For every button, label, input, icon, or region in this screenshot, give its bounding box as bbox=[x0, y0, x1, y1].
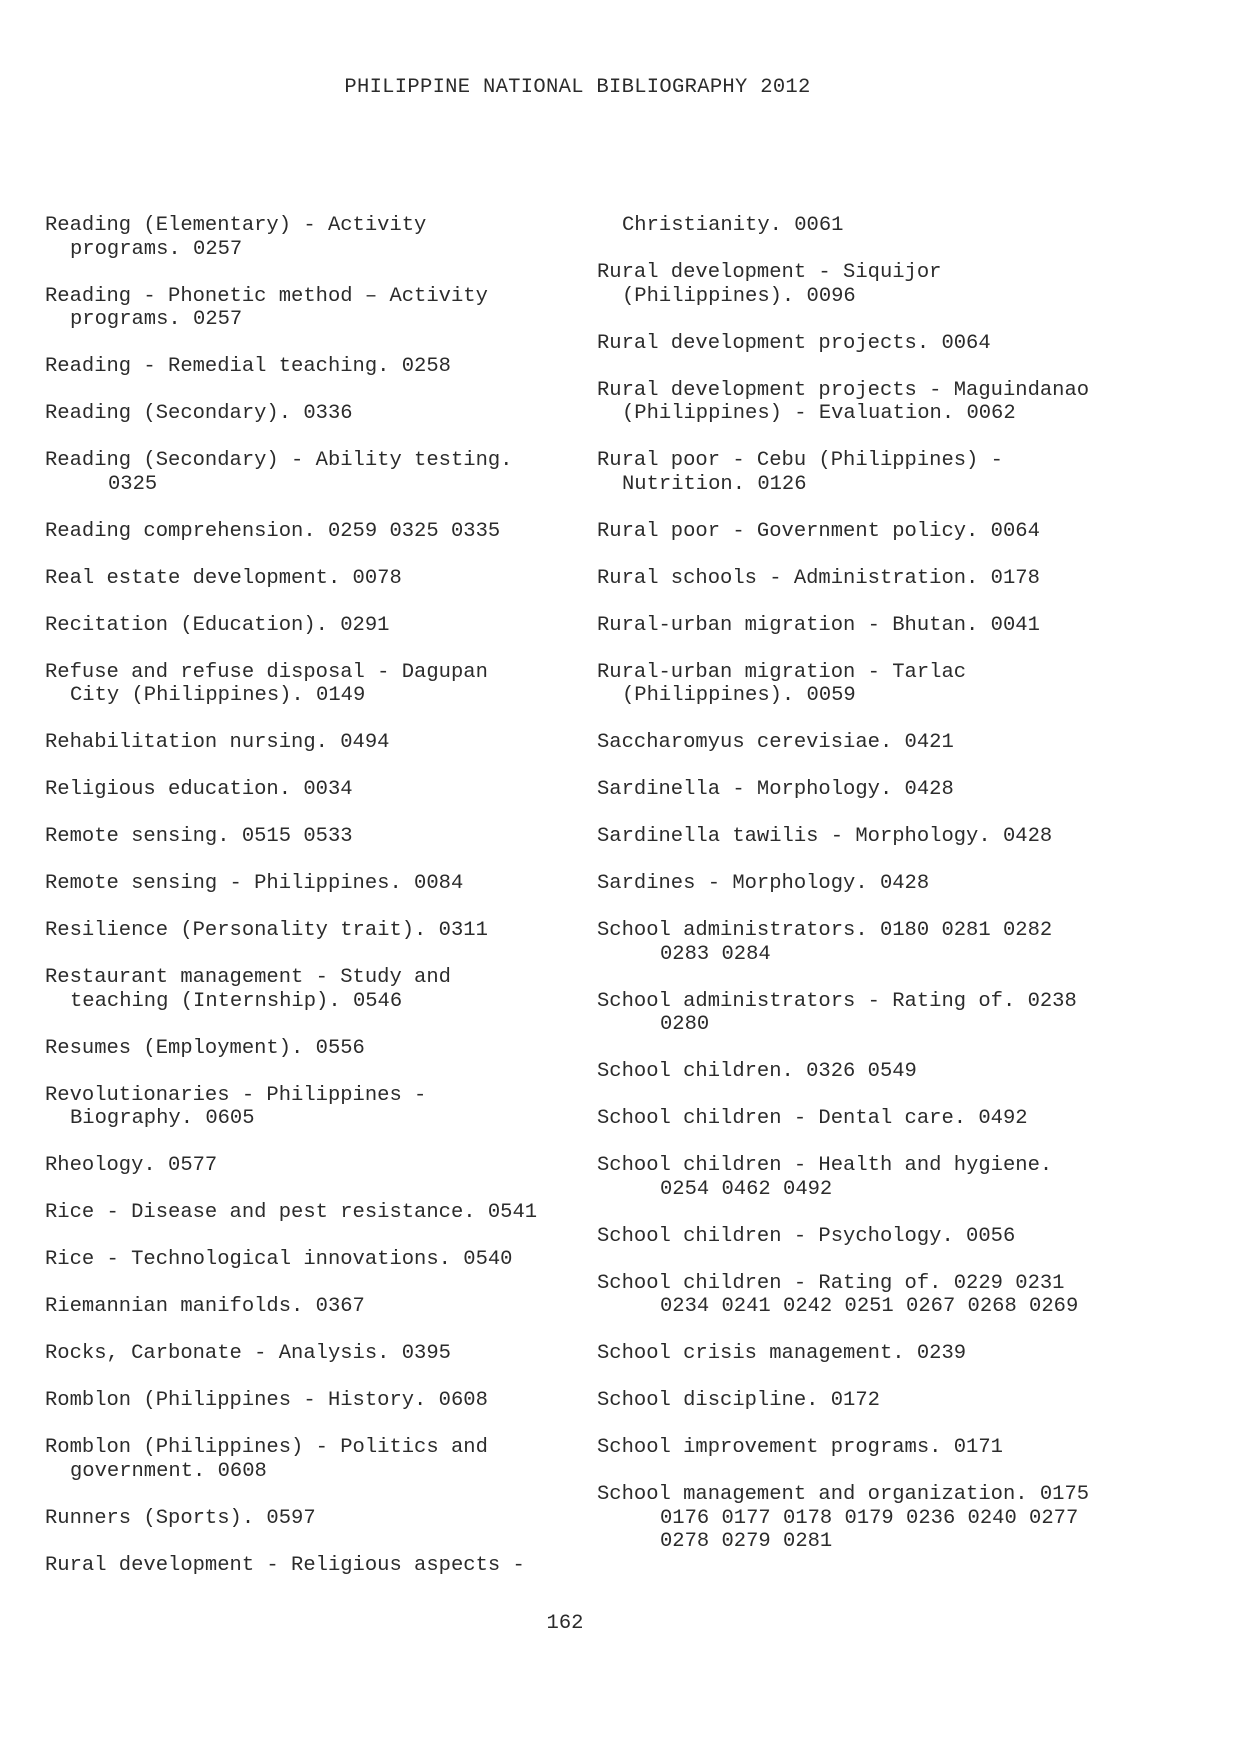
index-entry-line: School children - Psychology. 0056 bbox=[597, 1224, 1016, 1248]
index-entry bbox=[597, 379, 1177, 426]
index-entry-line: Rural development projects - Maguindanao bbox=[597, 378, 1090, 402]
index-entry-line: Rural development - Religious aspects - bbox=[45, 1553, 525, 1577]
index-entry-line: 0325 bbox=[108, 472, 158, 496]
index-entry-line: Recitation (Education). 0291 bbox=[45, 613, 390, 637]
index-entry bbox=[45, 825, 585, 849]
index-entry-line: Remote sensing - Philippines. 0084 bbox=[45, 872, 464, 895]
index-entry-line: School children. 0326 0549 bbox=[597, 1060, 917, 1083]
index-entry bbox=[45, 1084, 585, 1131]
index-column-right bbox=[597, 214, 1177, 1577]
index-entry-line: Rheology. 0577 bbox=[45, 1154, 218, 1177]
index-entry bbox=[597, 214, 1177, 238]
index-entry bbox=[597, 614, 1177, 638]
index-entry bbox=[45, 661, 585, 708]
index-entry bbox=[597, 332, 1177, 356]
index-entry bbox=[45, 1507, 585, 1531]
index-entry-line: (Philippines) - Evaluation. 0062 bbox=[622, 402, 1016, 425]
index-entry bbox=[45, 567, 585, 591]
index-entry-line: School discipline. 0172 bbox=[597, 1389, 880, 1412]
index-entry bbox=[45, 614, 585, 638]
index-entry bbox=[45, 1554, 585, 1578]
index-entry-line: City (Philippines). 0149 bbox=[70, 684, 366, 707]
index-entry-line: Nutrition. 0126 bbox=[622, 472, 807, 496]
index-entry-line: Rural poor - Government policy. 0064 bbox=[597, 519, 1040, 543]
index-entry bbox=[597, 731, 1177, 755]
index-entry-line: School administrators - Rating of. 0238 bbox=[597, 989, 1077, 1013]
index-entry-line: Rural poor - Cebu (Philippines) - bbox=[597, 449, 1003, 472]
index-entry bbox=[597, 919, 1177, 966]
index-entry-line: School children - Rating of. 0229 0231 bbox=[597, 1271, 1065, 1295]
index-entry-line: Reading (Elementary) - Activity bbox=[45, 214, 427, 237]
index-entry-line: Rural-urban migration - Tarlac bbox=[597, 660, 967, 684]
index-entry-line: 0283 0284 bbox=[660, 942, 771, 966]
index-entry bbox=[45, 1389, 585, 1413]
index-entry-line: Rural development projects. 0064 bbox=[597, 331, 991, 355]
index-entry bbox=[597, 261, 1177, 308]
index-entry-line: Saccharomyus cerevisiae. 0421 bbox=[597, 731, 954, 754]
index-entry-line: 0234 0241 0242 0251 0267 0268 0269 bbox=[660, 1295, 1079, 1318]
index-entry bbox=[597, 778, 1177, 802]
index-entry-line: Reading - Phonetic method – Activity bbox=[45, 284, 488, 308]
index-entry-line: Religious education. 0034 bbox=[45, 778, 353, 801]
index-entry bbox=[597, 990, 1177, 1037]
index-entry bbox=[45, 1295, 585, 1319]
index-entry-line: Sardinella - Morphology. 0428 bbox=[597, 778, 954, 801]
index-entry-line: School children - Dental care. 0492 bbox=[597, 1107, 1028, 1130]
index-entry bbox=[45, 214, 585, 261]
index-entry-line: School improvement programs. 0171 bbox=[597, 1436, 1003, 1459]
index-entry-line: Resilience (Personality trait). 0311 bbox=[45, 919, 488, 942]
index-entry bbox=[45, 778, 585, 802]
index-entry bbox=[45, 1436, 585, 1483]
page-title: PHILIPPINE NATIONAL BIBLIOGRAPHY 2012 bbox=[344, 76, 811, 99]
index-entry-line: Sardinella tawilis - Morphology. 0428 bbox=[597, 825, 1053, 848]
index-entry-line: School management and organization. 0175 bbox=[597, 1483, 1090, 1506]
index-entry-line: Rural development - Siquijor bbox=[597, 261, 942, 284]
index-entry-line: Reading (Secondary) - Ability testing. bbox=[45, 449, 513, 472]
index-entry bbox=[597, 1342, 1177, 1366]
index-entry-line: 0278 0279 0281 bbox=[660, 1530, 833, 1553]
index-entry bbox=[597, 1436, 1177, 1460]
index-entry-line: Reading comprehension. 0259 0325 0335 bbox=[45, 519, 501, 543]
index-entry bbox=[45, 402, 585, 426]
index-entry-line: Runners (Sports). 0597 bbox=[45, 1506, 316, 1530]
index-entry-line: Riemannian manifolds. 0367 bbox=[45, 1295, 365, 1318]
index-entry bbox=[45, 1037, 585, 1061]
index-entry bbox=[597, 449, 1177, 496]
index-entry bbox=[597, 872, 1177, 896]
index-entry-line: Reading (Secondary). 0336 bbox=[45, 402, 353, 425]
index-entry-line: (Philippines). 0096 bbox=[622, 284, 856, 308]
index-entry-line: Real estate development. 0078 bbox=[45, 566, 402, 590]
index-entry-line: Resumes (Employment). 0556 bbox=[45, 1036, 365, 1060]
index-entry bbox=[597, 661, 1177, 708]
index-entry bbox=[45, 1154, 585, 1178]
index-entry bbox=[597, 1107, 1177, 1131]
index-entry bbox=[597, 567, 1177, 591]
index-entry bbox=[597, 1272, 1177, 1319]
index-entry bbox=[45, 1201, 585, 1225]
index-entry-line: Sardines - Morphology. 0428 bbox=[597, 872, 930, 895]
index-entry-line: Romblon (Philippines - History. 0608 bbox=[45, 1389, 488, 1412]
index-entry bbox=[45, 449, 585, 496]
index-entry-line: Rice - Technological innovations. 0540 bbox=[45, 1248, 513, 1271]
index-entry bbox=[597, 1483, 1177, 1554]
index-column-left bbox=[45, 214, 585, 1601]
index-entry bbox=[45, 731, 585, 755]
index-entry bbox=[597, 520, 1177, 544]
index-entry-line: Rocks, Carbonate - Analysis. 0395 bbox=[45, 1342, 451, 1365]
index-entry-line: Romblon (Philippines) - Politics and bbox=[45, 1436, 488, 1459]
index-entry-line: School children - Health and hygiene. bbox=[597, 1154, 1053, 1177]
index-entry bbox=[45, 285, 585, 332]
index-entry bbox=[45, 1342, 585, 1366]
index-entry-line: Restaurant management - Study and bbox=[45, 966, 451, 989]
index-entry bbox=[597, 825, 1177, 849]
index-entry-line: Christianity. 0061 bbox=[622, 214, 844, 237]
index-entry-line: 0280 bbox=[660, 1013, 710, 1036]
index-entry bbox=[45, 919, 585, 943]
index-entry-line: School crisis management. 0239 bbox=[597, 1342, 967, 1365]
index-entry-line: Rehabilitation nursing. 0494 bbox=[45, 731, 390, 754]
index-entry bbox=[45, 355, 585, 379]
page-number: 162 bbox=[546, 1612, 584, 1635]
index-entry bbox=[597, 1154, 1177, 1201]
index-entry-line: Refuse and refuse disposal - Dagupan bbox=[45, 660, 488, 684]
index-entry-line: (Philippines). 0059 bbox=[622, 684, 856, 707]
index-entry bbox=[45, 966, 585, 1013]
index-entry-line: Revolutionaries - Philippines - bbox=[45, 1083, 427, 1107]
index-entry-line: 0176 0177 0178 0179 0236 0240 0277 bbox=[660, 1506, 1079, 1530]
index-entry-line: Rice - Disease and pest resistance. 0541 bbox=[45, 1201, 538, 1224]
index-entry-line: Remote sensing. 0515 0533 bbox=[45, 825, 353, 848]
index-entry-line: School administrators. 0180 0281 0282 bbox=[597, 919, 1053, 942]
index-entry bbox=[45, 520, 585, 544]
index-entry bbox=[597, 1389, 1177, 1413]
index-entry-line: 0254 0462 0492 bbox=[660, 1177, 833, 1201]
index-entry-line: government. 0608 bbox=[70, 1459, 267, 1483]
index-entry-line: programs. 0257 bbox=[70, 237, 243, 261]
index-entry-line: Reading - Remedial teaching. 0258 bbox=[45, 355, 451, 378]
index-entry-line: teaching (Internship). 0546 bbox=[70, 989, 403, 1013]
index-entry-line: Rural-urban migration - Bhutan. 0041 bbox=[597, 613, 1040, 637]
index-entry bbox=[597, 1060, 1177, 1084]
index-entry-line: programs. 0257 bbox=[70, 308, 243, 331]
index-entry bbox=[597, 1225, 1177, 1249]
index-entry-line: Rural schools - Administration. 0178 bbox=[597, 566, 1040, 590]
index-entry bbox=[45, 872, 585, 896]
index-entry bbox=[45, 1248, 585, 1272]
index-entry-line: Biography. 0605 bbox=[70, 1107, 255, 1130]
